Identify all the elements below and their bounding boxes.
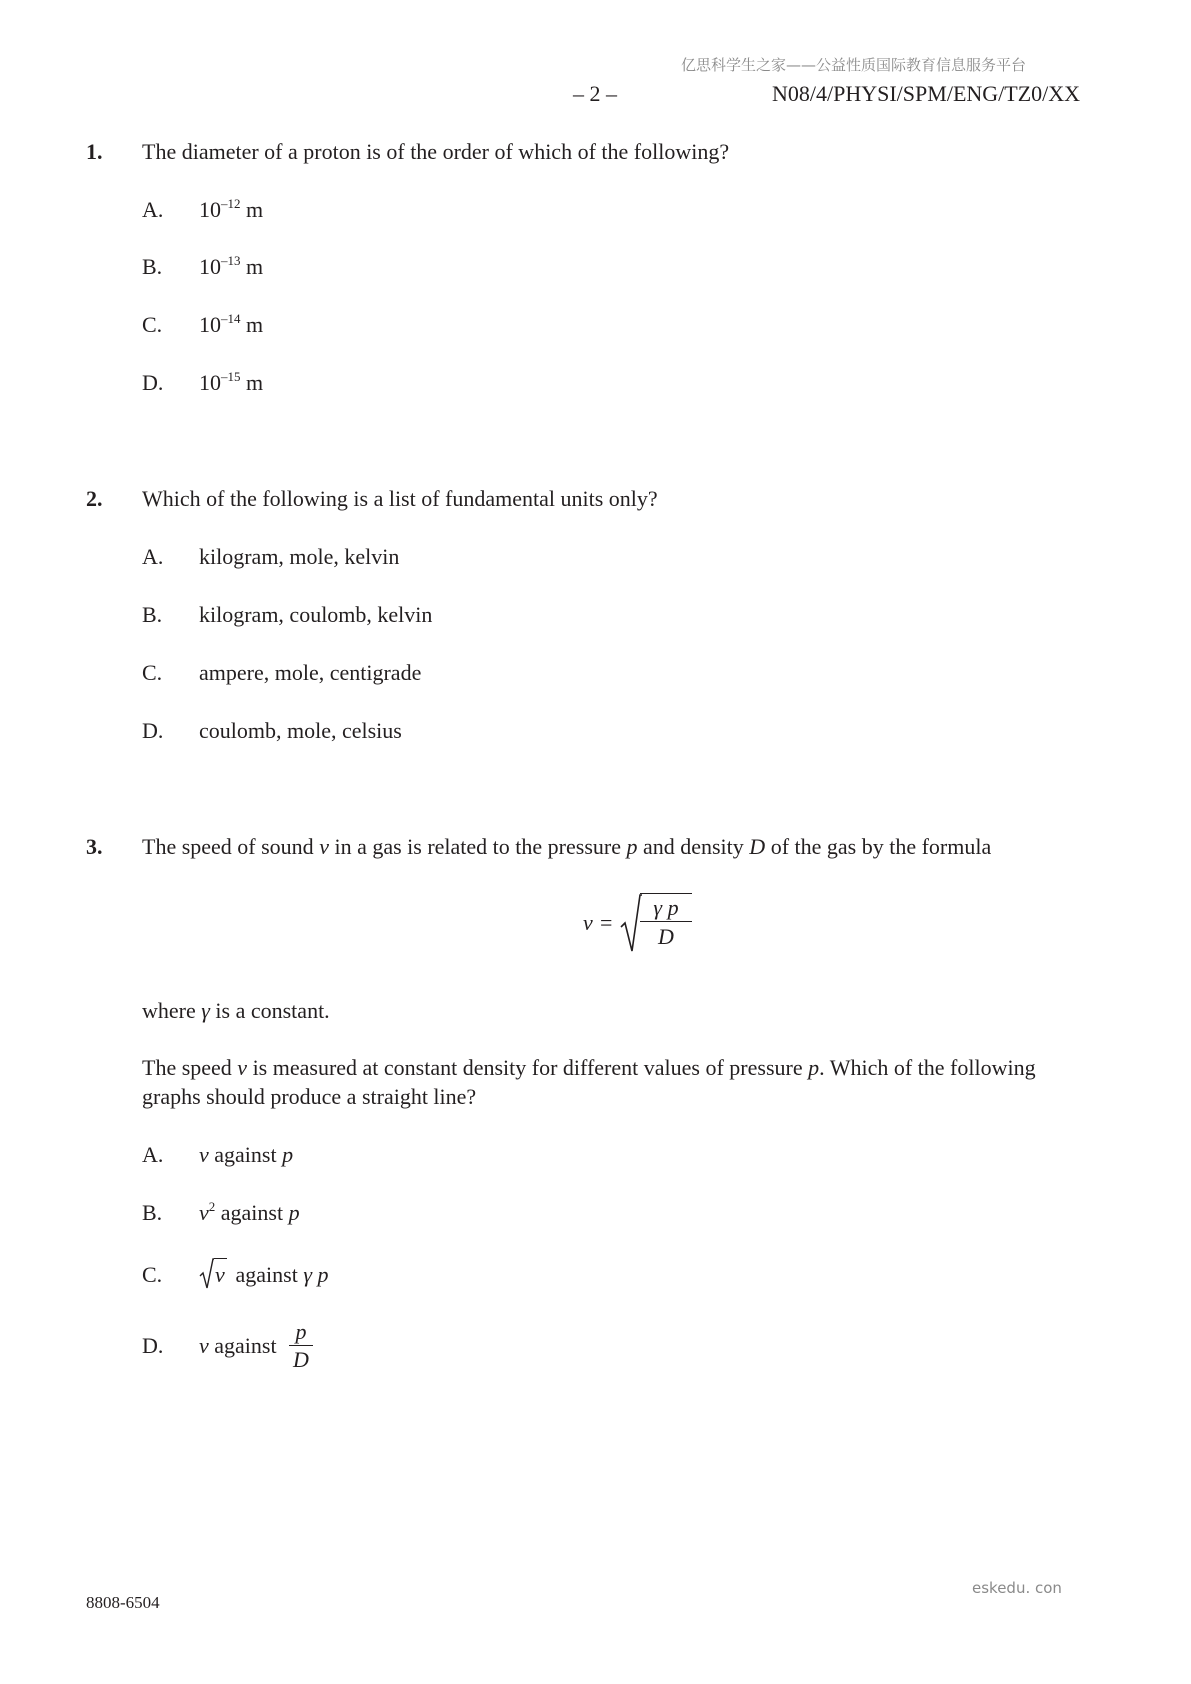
option-b: kilogram, coulomb, kelvin [199, 602, 433, 627]
question-stem [142, 834, 991, 860]
option-variable: p [282, 1142, 294, 1167]
watermark-top: 亿思科学生之家——公益性质国际教育信息服务平台 [681, 56, 1027, 74]
density-symbol: D [658, 924, 674, 949]
question-number: 3. [86, 834, 103, 859]
paragraph-line-2: graphs should produce a straight line? [142, 1084, 477, 1109]
stem-text: in a gas is related to the pressure [328, 834, 627, 859]
option-d: coulomb, mole, celsius [199, 718, 402, 743]
option-a [199, 197, 263, 223]
where-line [142, 998, 330, 1024]
option-variable: γ p [303, 1262, 329, 1287]
question-number: 1. [86, 139, 103, 164]
option-letter: A. [142, 544, 164, 569]
option-letter: C. [142, 312, 163, 337]
where-text: where [142, 998, 202, 1023]
option-a [199, 1142, 293, 1168]
where-text: is a constant. [209, 998, 330, 1023]
formula-lhs: v [583, 910, 593, 935]
stem-text: The speed of sound [142, 834, 320, 859]
stem-variable: D [749, 834, 766, 859]
stem-text: of the gas by the formula [765, 834, 992, 859]
paragraph-variable: p [808, 1055, 820, 1080]
option-text-group [199, 1333, 282, 1359]
option-letter: B. [142, 1200, 163, 1225]
option-unit: m [246, 254, 264, 279]
sqrt-radicand [214, 1258, 227, 1288]
question-number: 2. [86, 486, 103, 511]
option-exponent: –12 [221, 196, 241, 211]
formula-fraction [640, 893, 692, 952]
option-unit: m [246, 197, 264, 222]
option-letter: D. [142, 370, 164, 395]
question-stem: Which of the following is a list of fundamental units only? [142, 486, 658, 511]
option-text: against [215, 1200, 289, 1225]
option-text-group [230, 1262, 329, 1288]
stem-text: and density [637, 834, 750, 859]
option-letter: C. [142, 1262, 163, 1287]
formula-denominator [640, 922, 692, 952]
sqrt-sign-icon [199, 1258, 214, 1290]
option-c: ampere, mole, centigrade [199, 660, 422, 685]
option-base: 10 [199, 197, 221, 222]
option-exponent: –13 [221, 253, 241, 268]
question-stem: The diameter of a proton is of the order of which of the following? [142, 139, 730, 164]
option-variable: p [288, 1200, 300, 1225]
option-letter: B. [142, 254, 163, 279]
fraction-denominator [289, 1346, 313, 1374]
pressure-symbol: p [295, 1319, 307, 1344]
option-text: against [208, 1333, 283, 1358]
gamma-symbol: γ [653, 895, 663, 920]
option-letter: D. [142, 1333, 164, 1358]
fraction-numerator [289, 1319, 313, 1346]
stem-variable: p [626, 834, 638, 859]
option-variable: v [199, 1200, 209, 1225]
formula-equals: = [600, 910, 613, 935]
option-exponent: –14 [221, 311, 241, 326]
option-b [199, 1200, 300, 1226]
pressure-symbol: p [667, 895, 679, 920]
paragraph-text: The speed [142, 1055, 238, 1080]
option-exponent: –15 [221, 369, 241, 384]
option-d [199, 370, 263, 396]
option-base: 10 [199, 254, 221, 279]
paper-code: N08/4/PHYSI/SPM/ENG/TZ0/XX [772, 81, 1081, 106]
option-b [199, 254, 263, 280]
stem-variable: v [319, 834, 329, 859]
paragraph-text: . Which of the following [819, 1055, 1036, 1080]
option-letter: A. [142, 1142, 164, 1167]
gamma-symbol: γ [201, 998, 210, 1023]
footer-code: 8808-6504 [86, 1593, 160, 1612]
paragraph-text: is measured at constant density for different values of pressure [247, 1055, 809, 1080]
option-fraction [289, 1319, 313, 1374]
option-exponent: 2 [208, 1199, 216, 1214]
page-number: – 2 – [573, 81, 617, 106]
option-letter: B. [142, 602, 163, 627]
option-variable: v [199, 1333, 209, 1358]
watermark-bottom: eskedu. con [972, 1579, 1062, 1597]
option-letter: D. [142, 718, 164, 743]
sqrt-sign-icon [620, 893, 642, 955]
option-letter: C. [142, 660, 163, 685]
option-unit: m [246, 312, 264, 337]
option-variable: v [215, 1262, 225, 1287]
option-unit: m [246, 370, 264, 395]
option-base: 10 [199, 370, 221, 395]
paragraph-line-1 [142, 1055, 1036, 1081]
option-letter: A. [142, 197, 164, 222]
paragraph-variable: v [237, 1055, 248, 1080]
option-c [199, 312, 263, 338]
option-text: against [230, 1262, 304, 1287]
option-base: 10 [199, 312, 221, 337]
density-symbol: D [293, 1347, 309, 1372]
option-variable: v [199, 1142, 209, 1167]
formula-numerator [640, 893, 692, 922]
option-a: kilogram, mole, kelvin [199, 544, 400, 569]
option-text: against [208, 1142, 283, 1167]
